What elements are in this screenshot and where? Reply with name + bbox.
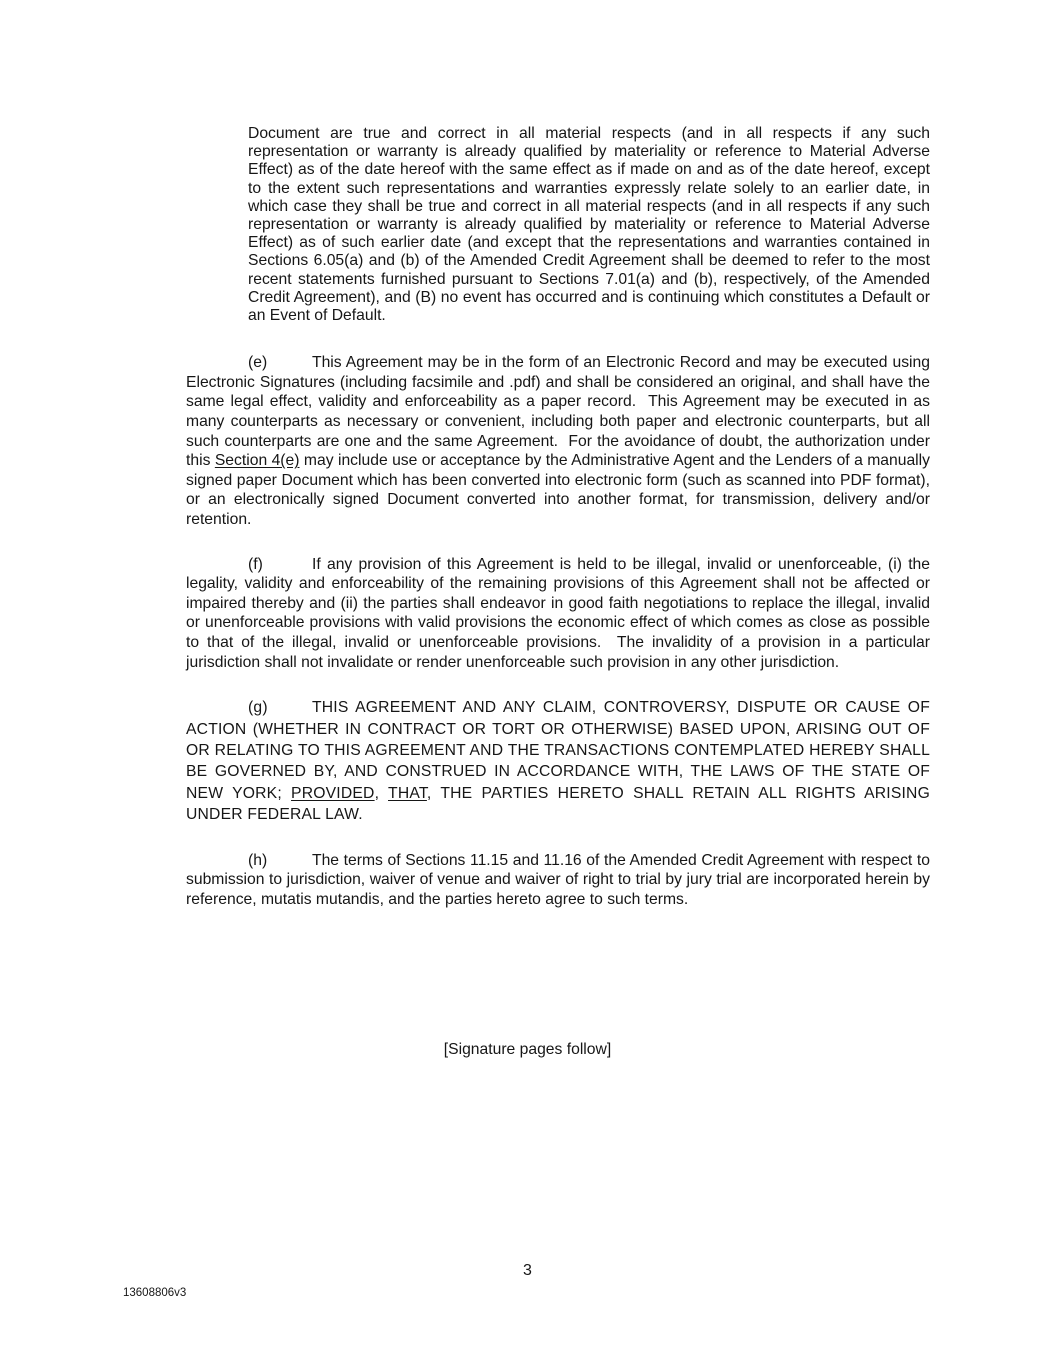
signature-pages-note: [Signature pages follow] [443,1041,612,1058]
paragraph-f [186,555,935,673]
paragraph-marker: (h) [248,851,268,869]
document-id: 13608806v3 [123,1287,187,1299]
underlined-text: THAT [388,784,427,802]
text-segment: , THE PARTIES HERETO SHALL RETAIN ALL RIGHTS ARISING UNDER FEDERAL LAW. [186,784,935,824]
text-segment: Document are true and correct in all material respects (and in all respects if any such representation or warranty is already qualified by materiality or reference to Material Adverse Effect) as of the date hereof with the same effect as if made on and as of the date hereof, except to the extent such representations and warranties expressly relate solely to an earlier date, in which case they shall be true and correct in all material respects (and in all respects if any such representation or warranty is already qualified by materiality or reference to Material Adverse Effect) as of such earlier date (and except that the representations and warranties contained in Sections 6.05(a) and (b) of the Amended Credit Agreement shall be deemed to refer to the most recent statements furnished pursuant to Sections 7.01(a) and (b), respectively, of the Amended Credit Agreement), and (B) no event has occurred and is continuing which constitutes a Default or an Event of Default. [248,125,935,325]
paragraph-e [186,353,935,529]
paragraph-d-continuation [248,125,935,325]
paragraph-marker: (f) [248,555,263,573]
text-segment: The terms of Sections 11.15 and 11.16 of the Amended Credit Agreement with respect to submission to jurisdiction, waiver of venue and waiver of right to trial by jury trial are incorporated herein by reference, mutatis mutandis, and the parties hereto agree to such terms. [186,851,935,908]
text-segment: If any provision of this Agreement is held to be illegal, invalid or unenforceable, (i) the legality, validity and enforceability of the remaining provisions of this Agreement shall not be affected or impaired thereby and (ii) the parties shall endeavor in good faith negotiations to replace the illegal, invalid or unenforceable provisions with valid provisions the economic effect of which comes as close as possible to that of the illegal, invalid or unenforceable provisions. The invalidity of a provision in a particular jurisdiction shall not invalidate or render unenforceable such provision in any other jurisdiction. [186,555,935,671]
document-body [186,125,935,934]
paragraph-marker: (e) [248,354,268,372]
underlined-text: Section 4(e) [214,452,300,470]
paragraph-g [186,697,935,825]
text-segment: may include use or acceptance by the Administrative Agent and the Lenders of a manually signed paper Document which has been converted into electronic form (such as scanned into PDF format), or an electronically signed Document converted into another format, for transmission, delivery and/or retention. [186,452,935,528]
underlined-text: PROVIDED [291,784,375,802]
paragraph-marker: (g) [248,699,268,717]
text-segment: , [374,784,389,802]
page-number: 3 [523,1262,532,1279]
text-segment: This Agreement may be in the form of an Electronic Record and may be executed using Electronic Signatures (including facsimile and .pdf) and shall be considered an original, and shall have the same legal effect, validity and enforceability as a paper record. This Agreement may be executed in as many counterparts as necessary or convenient, including both paper and electronic counterparts, but all such counterparts are one and the same Agreement. For the avoidance of doubt, the authorization under this [186,354,935,470]
paragraph-h [186,851,935,910]
text-segment: THIS AGREEMENT AND ANY CLAIM, CONTROVERSY, DISPUTE OR CAUSE OF ACTION (WHETHER IN CONTRACT OR TORT OR OTHERWISE) BASED UPON, ARISING OUT OF OR RELATING TO THIS AGREEMENT AND THE TRANSACTIONS CONTEMPLATED HEREBY SHALL BE GOVERNED BY, AND CONSTRUED IN ACCORDANCE WITH, THE LAWS OF THE STATE OF NEW YORK; [186,699,935,802]
